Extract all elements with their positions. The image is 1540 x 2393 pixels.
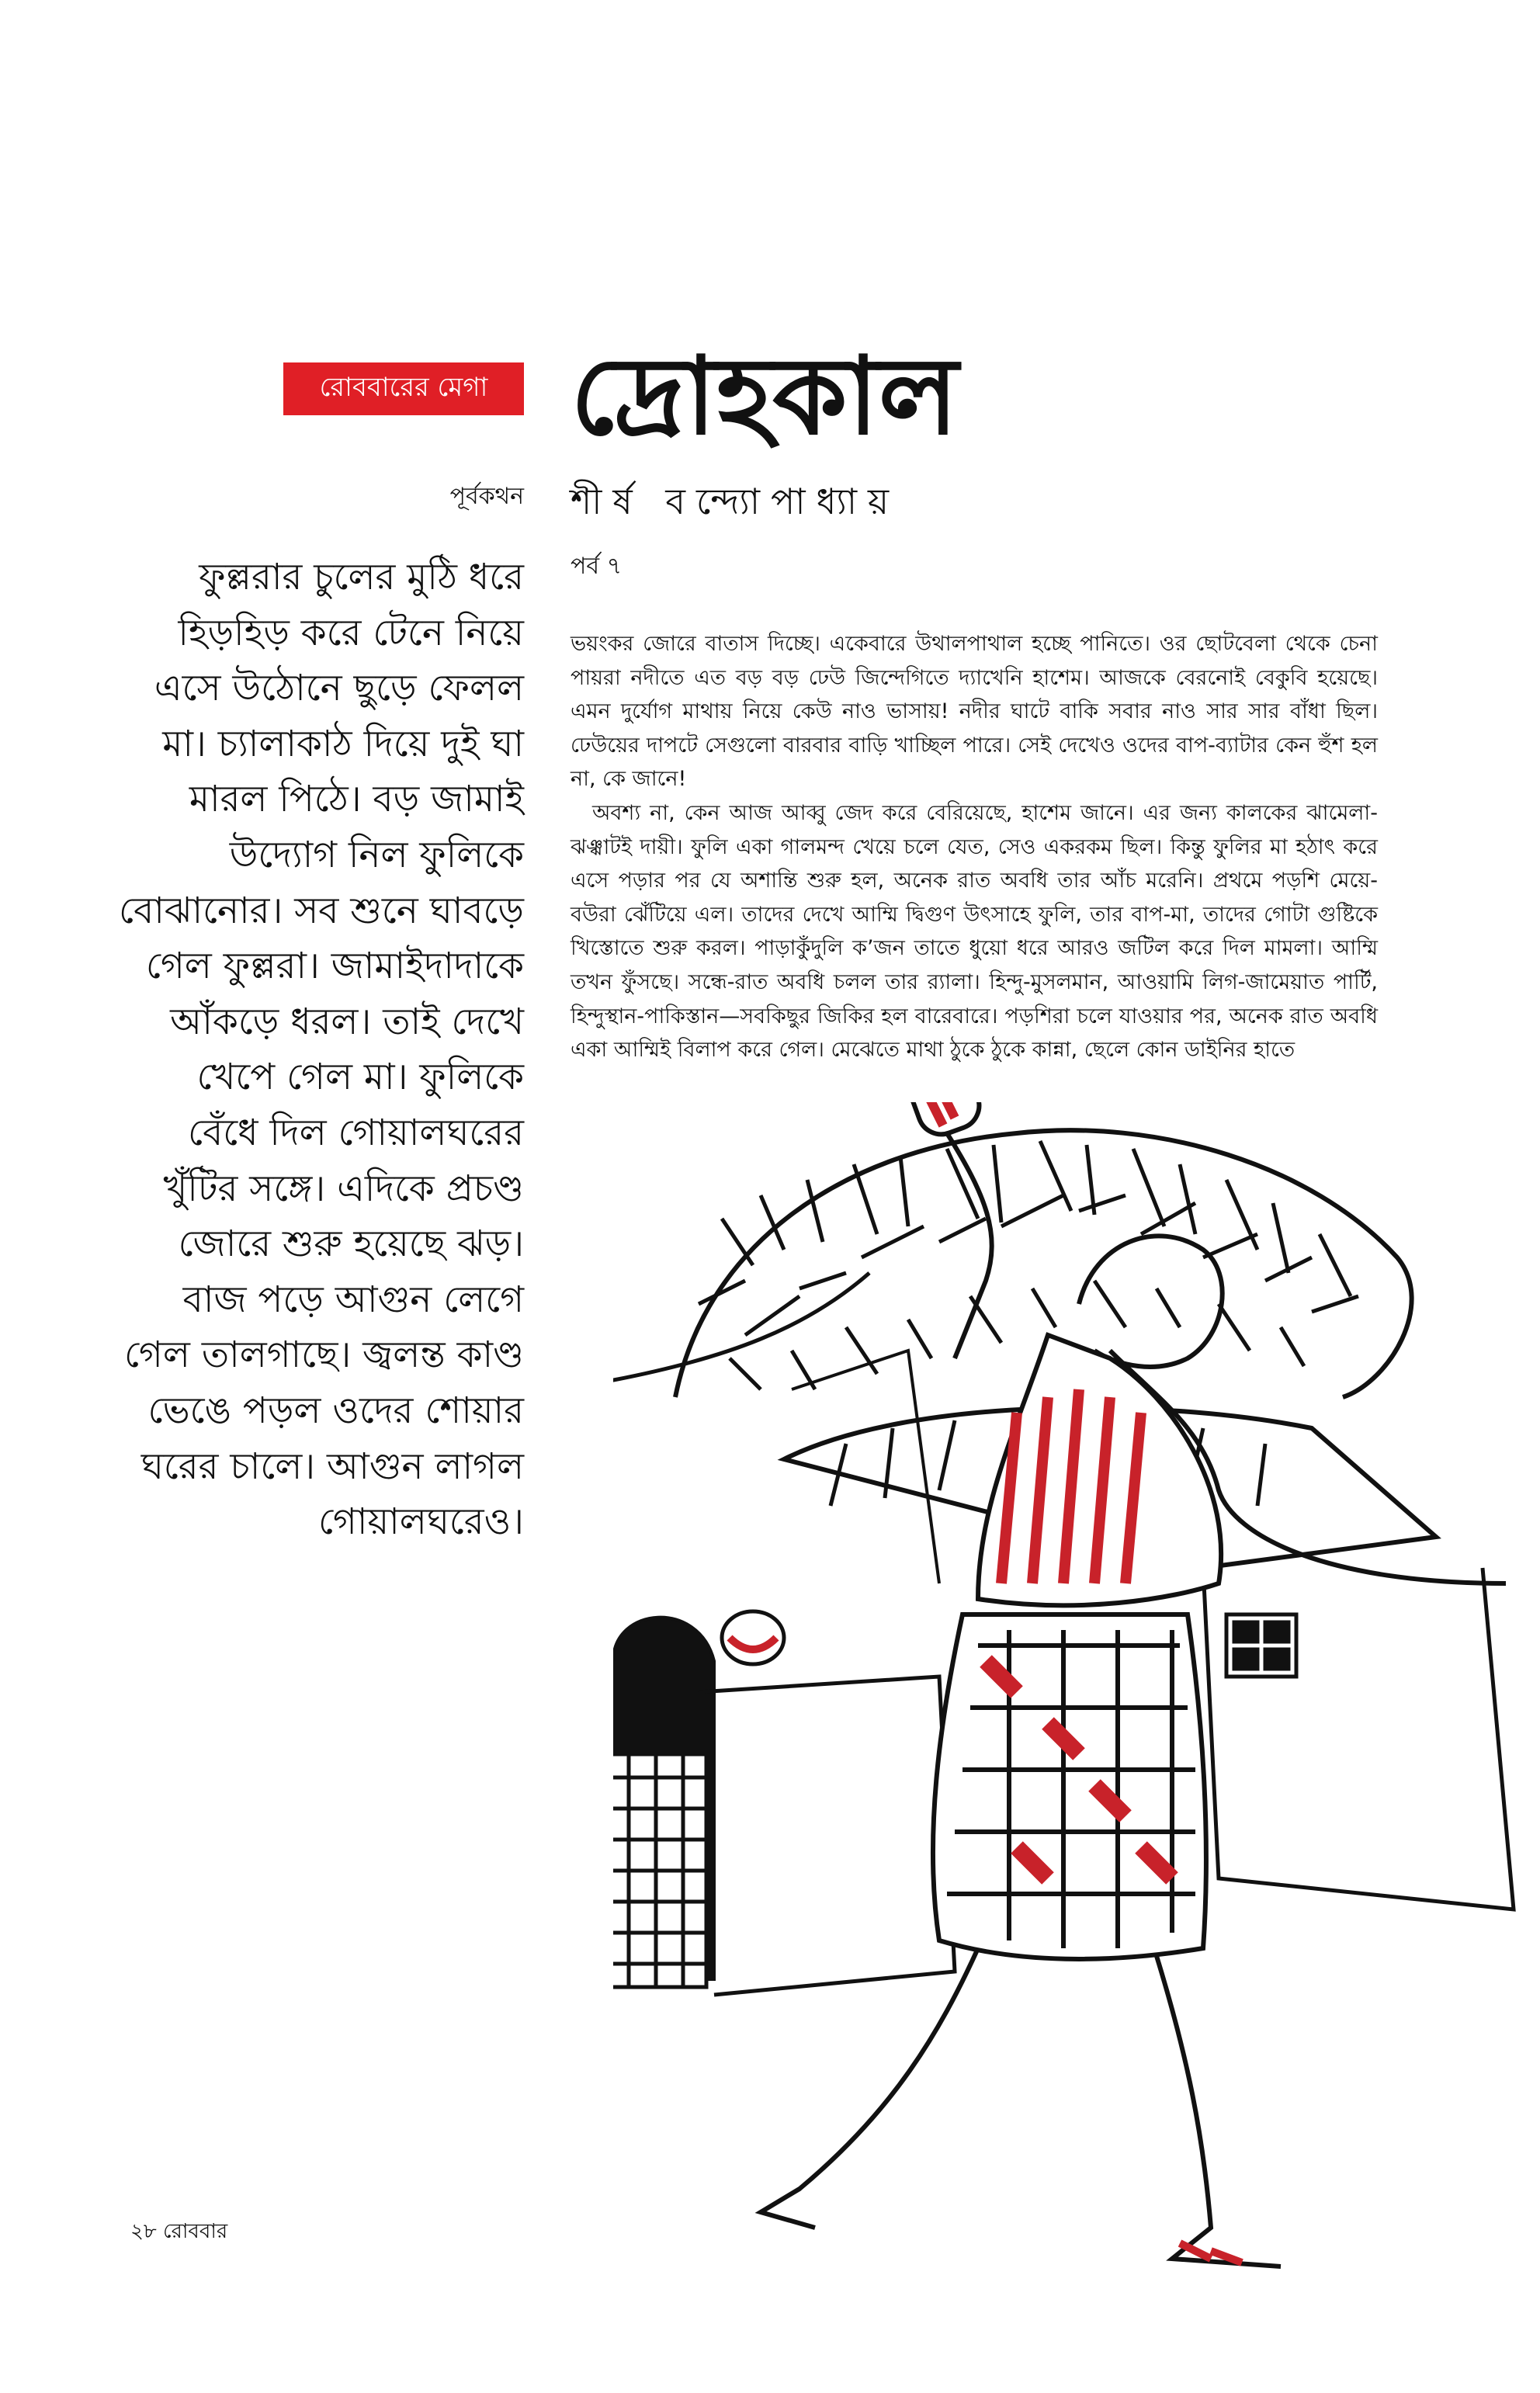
wall-arch xyxy=(613,1618,955,1995)
recap-summary: ফুল্লরার চুলের মুঠি ধরে হিড়হিড় করে টেনে নিয়ে এসে উঠোনে ছুড়ে ফেলল মা। চ্যালাকাঠ দিয়ে দুই ঘা মারল পিঠে। বড় জামাই উদ্যোগ নিল ফুলিকে বোঝানোর। সব শুনে ঘাবড়ে গেল ফুল্লরা। জামাইদাদাকে আঁকড়ে ধরল। তাই দেখে খেপে গেল মা। ফুলিকে বেঁধে দিল গোয়ালঘরের খুঁটির সঙ্গে। এদিকে প্রচণ্ড জোরে শুরু হয়েছে ঝড়। বাজ পড়ে আগুন লেগে গেল তালগাছে। জ্বলন্ত কাণ্ড ভেঙে পড়ল ওদের শোয়ার ঘরের চালে। আগুন লাগল গোয়ালঘরেও। xyxy=(119,556,524,1544)
body-paragraph-2: অবশ্য না, কেন আজ আব্বু জেদ করে বেরিয়েছে, হাশেম জানে। এর জন্য কালকের ঝামেলা-ঝঞ্ঝাটই দায়ী। ফুলি একা গালমন্দ খেয়ে চলে যেত, সেও একরকম ছিল। কিন্তু ফুলির মা হঠাৎ করে এসে পড়ার পর যে অশান্তি শুরু হল, অনেক রাত অবধি তার আঁচ মরেনি। প্রথমে পড়শি মেয়ে-বউরা ঝেঁটিয়ে এল। তাদের দেখে আম্মি দ্বিগুণ উৎসাহে ফুলি, তার বাপ-মা, তাদের গোটা গুষ্টিকে খিস্তোতে শুরু করল। পাড়াকুঁদুলি ক’জন তাতে ধুয়ো ধরে আরও জটিল করে দিল মামলা। আম্মি তখন ফুঁসছে। সন্ধে-রাত অবধি চলল তার র‌্যালা। হিন্দু-মুসলমান, আওয়ামি লিগ-জামেয়াত পার্টি, হিন্দুস্থান-পাকিস্তান—সবকিছুর জিকির হল বারেবারে। পড়শিরা চলে যাওয়ার পর, অনেক রাত অবধি একা আম্মিই বিলাপ করে গেল। মেঝেতে মাথা ঠুকে ঠুকে কান্না, ছেলে কোন ডাইনির হাতে xyxy=(571,800,1378,1063)
story-illustration xyxy=(613,1102,1540,2393)
episode-label: পর্ব ৭ xyxy=(571,553,623,580)
recap-label: পূর্বকথন xyxy=(449,483,524,510)
story-body xyxy=(571,627,1378,1067)
story-title: দ্রোহকাল xyxy=(571,332,959,459)
man-figure xyxy=(761,1102,1506,2266)
body-paragraph-1: ভয়ংকর জোরে বাতাস দিচ্ছে। একেবারে উথালপাথাল হচ্ছে পানিতে। ওর ছোটবেলা থেকে চেনা পায়রা নদীতে এত বড় বড় ঢেউ জিন্দেগিতে দ্যাখেনি হাশেম। আজকে বেরনোই বেকুবি হয়েছে। এমন দুর্যোগ মাথায় নিয়ে কেউ নাও ভাসায়! নদীর ঘাটে বাকি সবার নাও সার সার বাঁধা ছিল। ঢেউয়ের দাপটে সেগুলো বারবার বাড়ি খাচ্ছিল পারে। সেই দেখেও ওদের বাপ-ব্যাটার কেন হুঁশ হল না, কে জানে! xyxy=(571,632,1378,792)
author-name: শীর্ষ বন্দ্যোপাধ্যায় xyxy=(571,480,900,522)
section-badge: রোববারের মেগা xyxy=(283,362,524,415)
pot-branch xyxy=(613,1273,939,1664)
page-footer: ২৮ রোববার xyxy=(130,2220,228,2243)
